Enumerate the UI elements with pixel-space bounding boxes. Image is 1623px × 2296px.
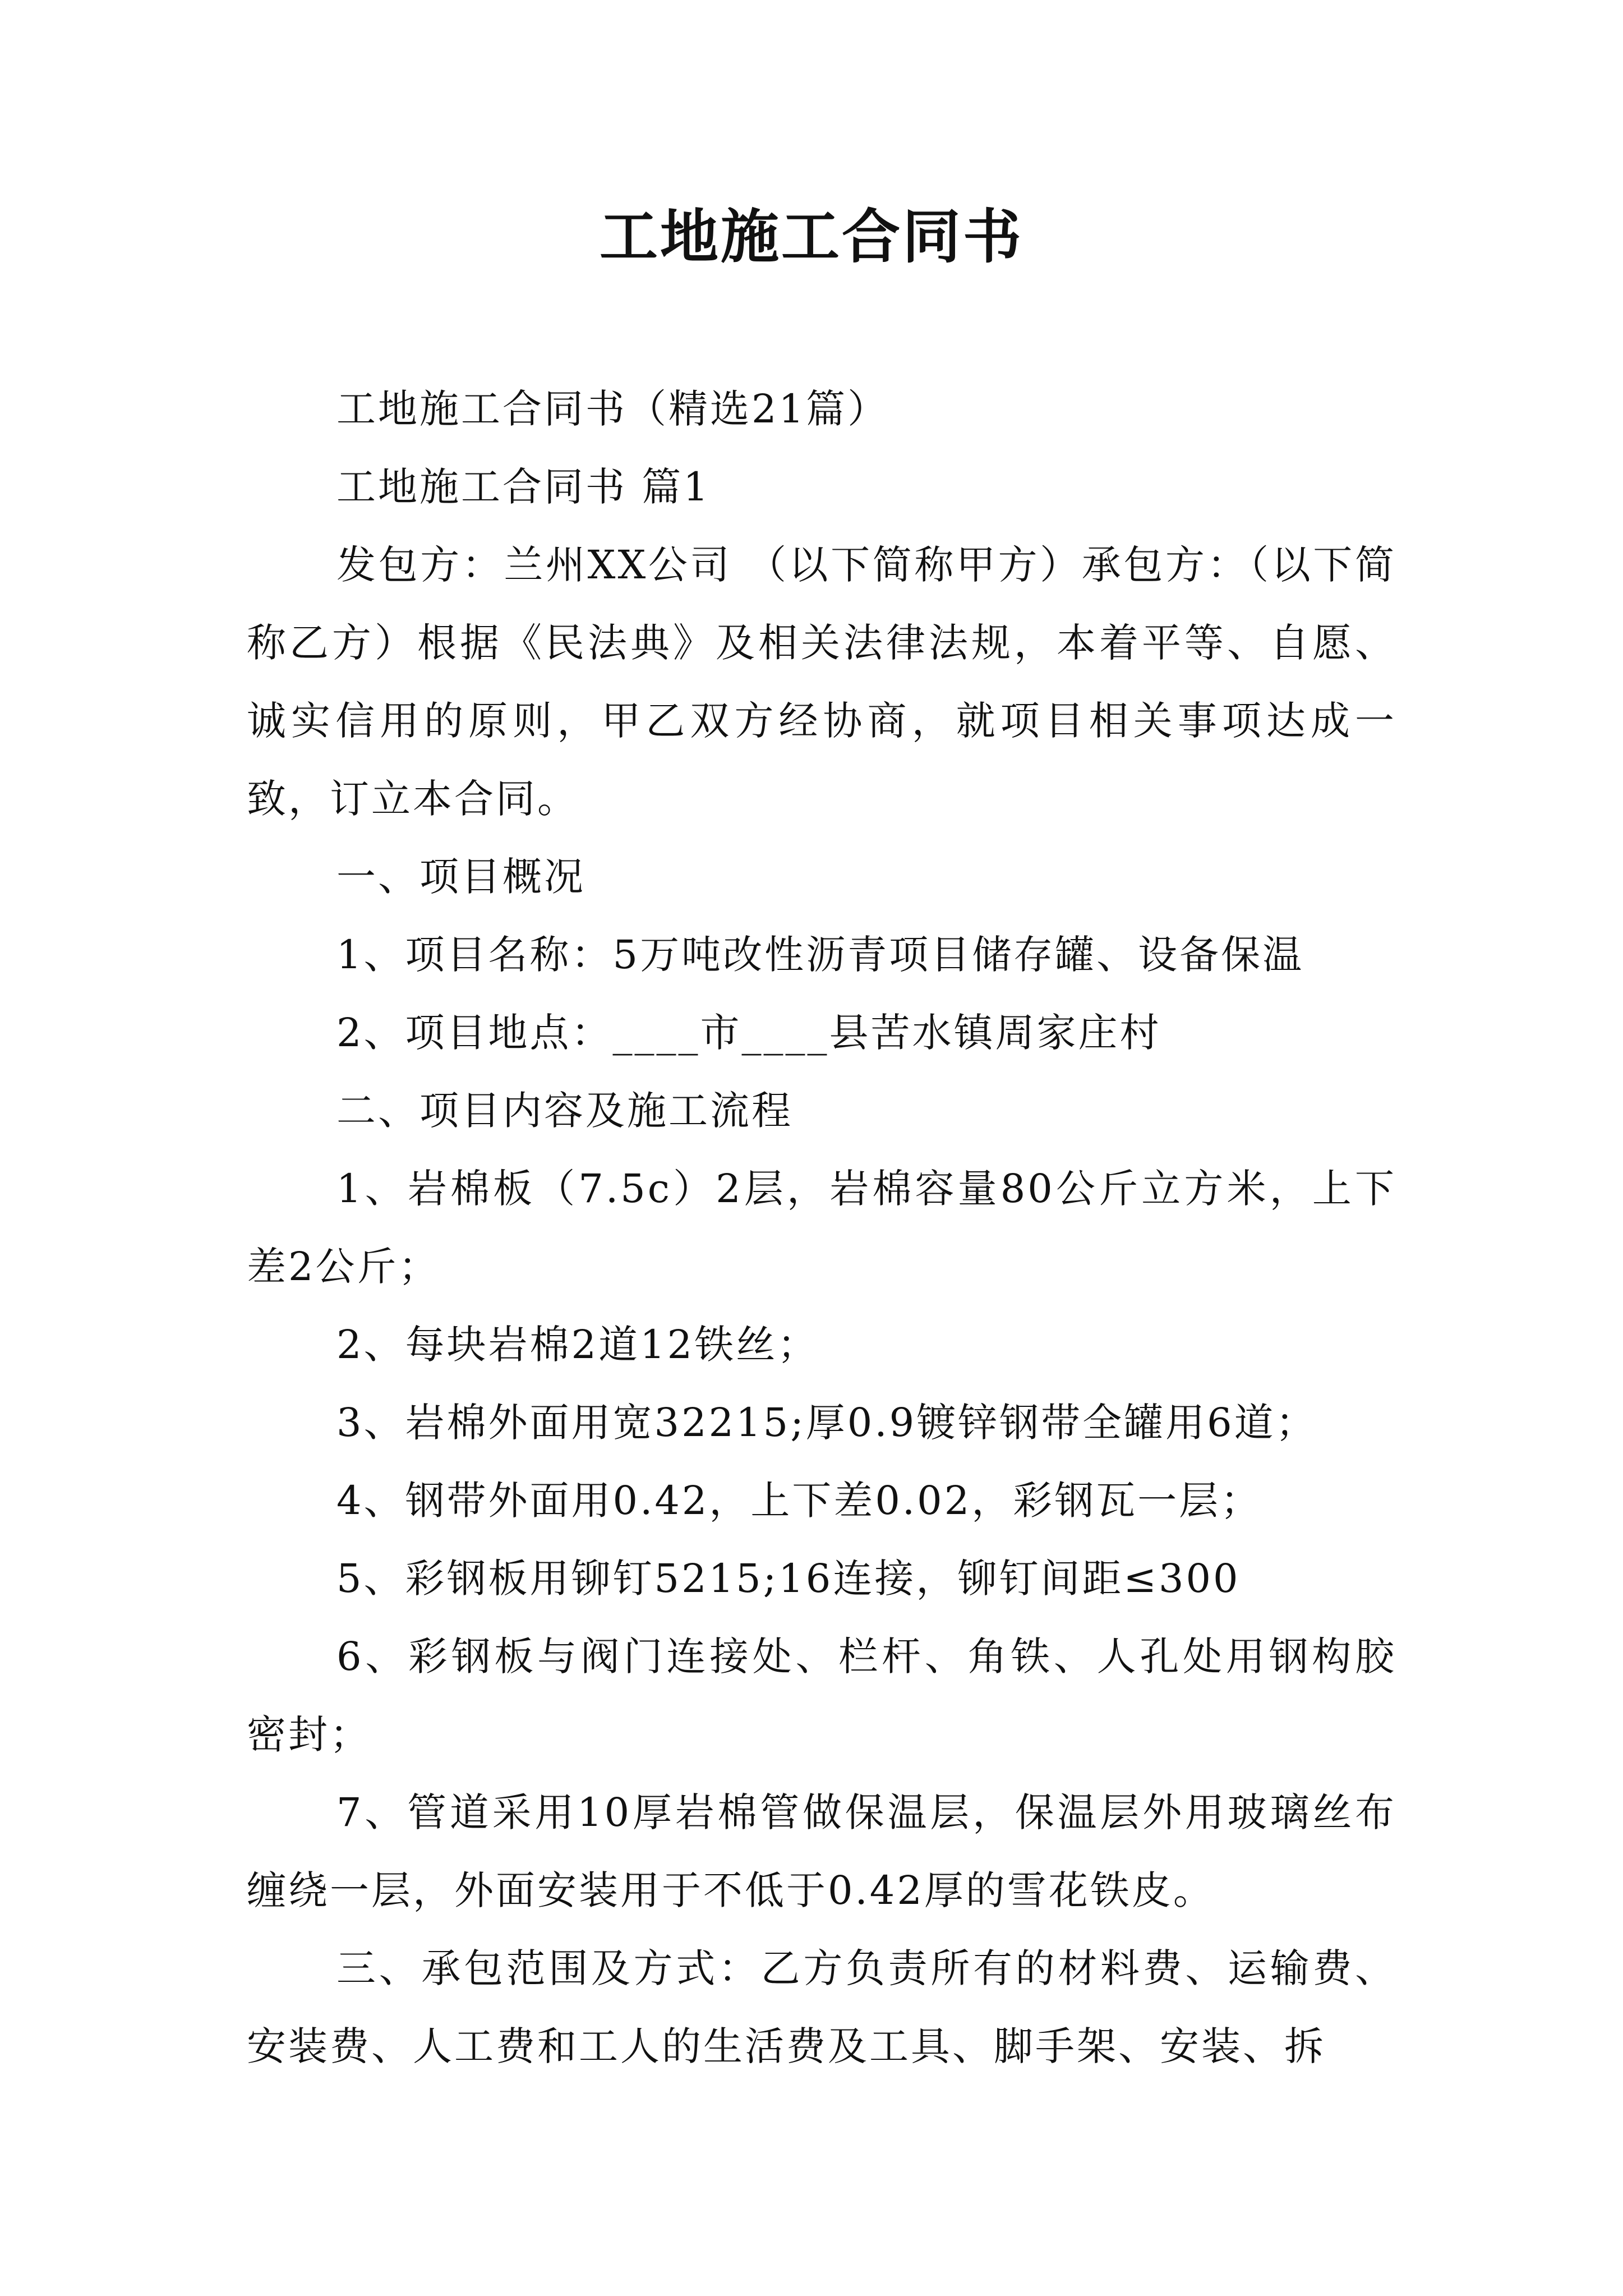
paragraph-item-3: 3、岩棉外面用宽32215;厚0.9镀锌钢带全罐用6道； — [336, 1400, 1317, 1446]
paragraph-parties: 发包方：兰州XX公司 （以下简称甲方）承包方：（以下简称乙方）根据《民法典》及相关法律法规，本着平等、自愿、诚实信用的原则，甲乙双方经协商，就项目相关事项达成一致，订立本合同。 — [247, 542, 1396, 822]
paragraph-item-6: 6、彩钢板与阀门连接处、栏杆、角铁、人孔处用钢构胶密封； — [247, 1634, 1396, 1757]
paragraph-item-2: 2、每块岩棉2道12铁丝； — [336, 1322, 819, 1368]
paragraph-item-1: 1、岩棉板（7.5c）2层，岩棉容量80公斤立方米，上下差2公斤； — [247, 1166, 1396, 1290]
paragraph-heading-content: 二、项目内容及施工流程 — [336, 1088, 793, 1134]
paragraph-item-5: 5、彩钢板用铆钉5215;16连接，铆钉间距≤300 — [336, 1556, 1241, 1602]
document-body — [247, 370, 1396, 2086]
paragraph-project-name: 1、项目名称：5万吨改性沥青项目储存罐、设备保温 — [336, 932, 1304, 978]
paragraph-project-location: 2、项目地点：____市____县苦水镇周家庄村 — [336, 1010, 1161, 1056]
paragraph-item-7: 7、管道采用10厚岩棉管做保温层，保温层外用玻璃丝布缠绕一层，外面安装用于不低于0.42厚的雪花铁皮。 — [247, 1789, 1396, 1913]
paragraph-subtitle: 工地施工合同书（精选21篇） — [336, 386, 889, 432]
paragraph-item-4: 4、钢带外面用0.42，上下差0.02，彩钢瓦一层； — [336, 1478, 1262, 1524]
paragraph-heading-overview: 一、项目概况 — [336, 854, 585, 900]
paragraph-section-heading: 工地施工合同书 篇1 — [336, 464, 711, 510]
document-title: 工地施工合同书 — [599, 202, 1023, 271]
paragraph-heading-scope: 三、承包范围及方式：乙方负责所有的材料费、运输费、安装费、人工费和工人的生活费及工具、脚手架、安装、拆 — [247, 1945, 1396, 2069]
